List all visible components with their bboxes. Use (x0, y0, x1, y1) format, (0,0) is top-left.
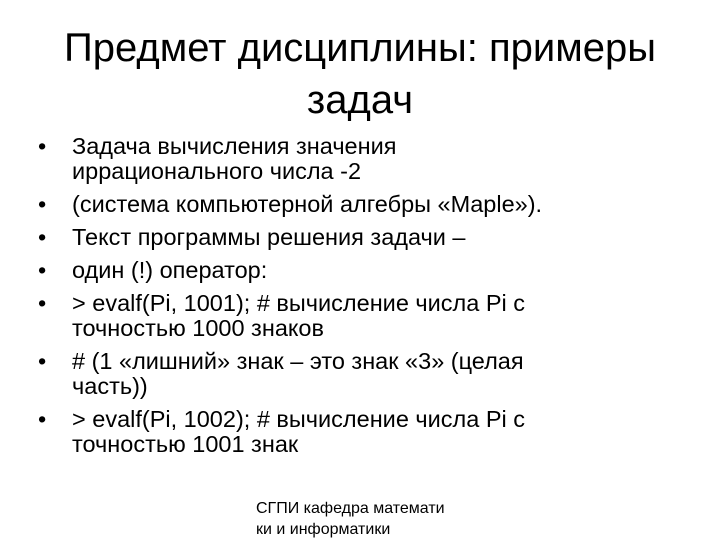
bullet-dot-icon: • (38, 406, 47, 432)
bullet-dot-icon: • (38, 133, 47, 159)
bullet-dot-icon: • (38, 290, 47, 316)
bullet-dot-icon: • (38, 191, 47, 217)
bullet-line: # (1 «лишний» знак – это знак «3» (целая (72, 348, 524, 374)
bullet-line: Задача вычисления значения (72, 133, 397, 159)
bullet-line: > evalf(Pi, 1001); # вычисление числа Pi с (72, 290, 526, 316)
bullet-item (36, 225, 666, 250)
bullet-item (36, 349, 666, 399)
bullet-item (36, 258, 666, 283)
bullet-dot-icon: • (38, 257, 47, 283)
slide-title-line-2: задач (306, 78, 414, 122)
bullet-item (36, 291, 666, 341)
bullet-item (36, 134, 666, 184)
bullet-line: точностью 1001 знак (72, 431, 299, 457)
bullet-line: > evalf(Pi, 1002); # вычисление числа Pi с (72, 406, 526, 432)
bullet-dot-icon: • (38, 348, 47, 374)
bullet-list (36, 134, 666, 465)
bullet-item (36, 407, 666, 457)
slide-footer (256, 498, 486, 540)
footer-line-2: ки и информатики (256, 521, 391, 538)
bullet-line: иррационального числа -2 (72, 158, 362, 184)
bullet-line: часть)) (72, 373, 148, 399)
bullet-dot-icon: • (38, 224, 47, 250)
bullet-line: (система компьютерной алгебры «Maple»). (72, 191, 543, 217)
bullet-line: один (!) оператор: (72, 257, 268, 283)
footer-line-1: СГПИ кафедра математи (256, 500, 445, 517)
bullet-line: Текст программы решения задачи – (72, 224, 466, 250)
slide-title (36, 22, 684, 126)
slide-title-line-1: Предмет дисциплины: примеры (64, 26, 656, 70)
bullet-item (36, 192, 666, 217)
bullet-line: точностью 1000 знаков (72, 315, 324, 341)
